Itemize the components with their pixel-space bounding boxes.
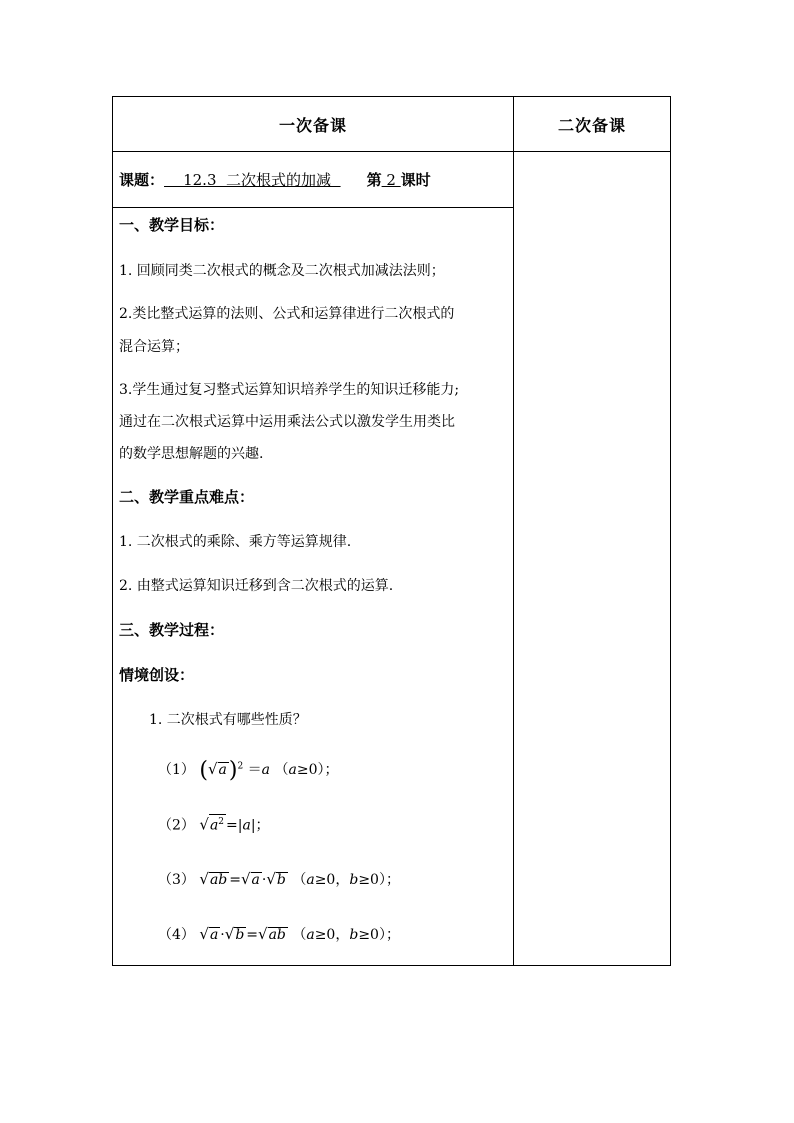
lesson-plan-table <box>112 96 671 966</box>
objective-2-line-2: 混合运算； <box>119 339 189 355</box>
first-prep-header: 一次备课 <box>278 115 347 135</box>
objective-3-line-1: 3.学生通过复习整式运算知识培养学生的知识迁移能力; <box>119 382 460 398</box>
square-root-icon: $√a^2$ <box>199 815 225 834</box>
property-2: （2） $√a^2 =|a|$； <box>158 815 270 834</box>
key-point-2: 2. 由整式运算知识迁移到含二次根式的运算. <box>119 578 394 594</box>
period-number: 2 <box>381 170 401 189</box>
square-root-icon: √a <box>240 870 260 888</box>
square-root-icon: √ab <box>258 925 286 943</box>
period-prefix: 第 <box>366 171 382 189</box>
objective-3-line-3: 的数学思想解题的兴趣. <box>119 446 264 462</box>
property-1-number: （1） <box>158 762 195 778</box>
square-root-icon: √a <box>207 760 227 778</box>
period-suffix: 课时 <box>400 171 431 189</box>
close-paren-icon: ) <box>228 758 238 783</box>
key-point-1: 1. 二次根式的乘除、乘方等运算规律. <box>119 534 352 550</box>
open-paren-icon: ( <box>199 758 208 783</box>
objectives-heading: 一、教学目标： <box>119 216 225 234</box>
property-4: （4） √a ·√b =√ab （a≥0，b≥0）； <box>158 925 400 943</box>
objective-2-line-1: 2.类比整式运算的法则、公式和运算律进行二次根式的 <box>119 306 455 322</box>
property-3-number: （3） <box>158 872 195 888</box>
property-1: （1） $(√a)^2 =a$ （a≥0）； <box>158 758 339 783</box>
property-2-number: （2） <box>158 817 195 834</box>
question-1: 1. 二次根式有哪些性质？ <box>149 712 307 728</box>
objective-3-line-2: 通过在二次根式运算中运用乘法公式以激发学生用类比 <box>119 414 455 430</box>
lesson-title-row <box>119 152 511 207</box>
square-root-icon: √b <box>224 925 245 943</box>
title-divider <box>113 207 513 208</box>
property-4-number: （4） <box>158 927 195 943</box>
topic-title: 12.3 二次根式的加减 <box>164 171 341 189</box>
square-root-icon: √ab <box>199 870 228 888</box>
column-divider <box>513 97 514 965</box>
objective-1: 1. 回顾同类二次根式的概念及二次根式加减法法则； <box>119 263 445 279</box>
key-points-heading: 二、教学重点难点： <box>119 488 255 506</box>
square-root-icon: √a <box>199 925 219 943</box>
scenario-heading: 情境创设： <box>119 666 195 684</box>
square-root-icon: √b <box>266 870 286 888</box>
property-3: （3） √ab =√a ·√b （a≥0，b≥0）； <box>158 870 400 888</box>
second-prep-header: 二次备课 <box>557 115 626 135</box>
process-heading: 三、教学过程： <box>119 621 225 639</box>
topic-label: 课题： <box>119 171 165 189</box>
